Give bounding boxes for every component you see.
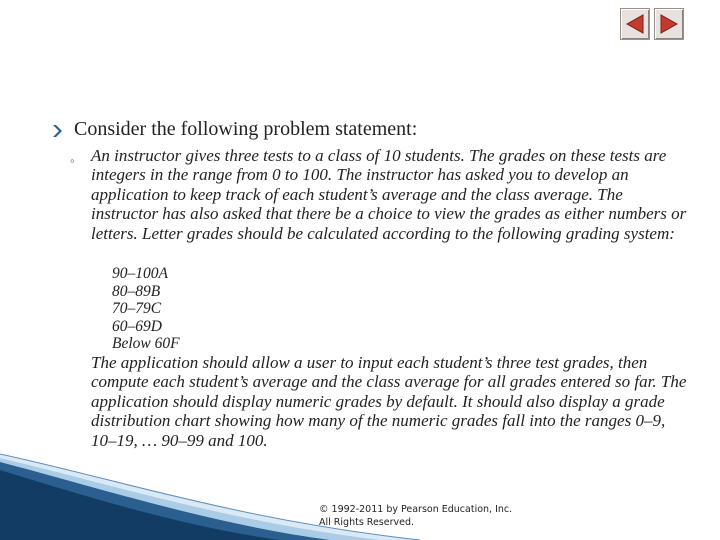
grade-item: 60–69D [112, 317, 162, 335]
copyright-line: © 1992-2011 by Pearson Education, Inc. [319, 504, 513, 515]
copyright-line: All Rights Reserved. [319, 516, 415, 528]
grade-item: 90–100A [112, 265, 168, 282]
triangle-right-icon [658, 13, 680, 35]
sub-bullet-marker: ◦ [70, 153, 75, 168]
slide-heading: Consider the following problem statement: [74, 118, 418, 140]
bullet-arrow-icon [52, 124, 64, 138]
problem-paragraph-2: The application should allow a user to input each student’s three test grades, then compute each student’s average and the class average for all grades entered so far. The application should display numeric grades by default. It should also display a grade distribution chart showing how many of the numeric grades fall into the ranges 0–9, 10–19, … 90–99 and 100. [91, 353, 687, 450]
grade-item: 70–79C [112, 300, 162, 318]
copyright-notice [319, 504, 512, 529]
previous-slide-button[interactable] [620, 8, 650, 40]
grade-item: Below 60F [112, 335, 180, 353]
triangle-left-icon [624, 13, 646, 35]
problem-paragraph-1: An instructor gives three tests to a class of 10 students. The grades on these tests are integers in the range from 0 to 100. The instructor has asked you to develop an application to keep track of each student’s average and the class average. The instructor has also asked that there be a choice to view the grades as either numbers or letters. Letter grades should be calculated according to the following grading system: [91, 146, 687, 243]
next-slide-button[interactable] [654, 8, 684, 40]
grade-item: 80–89B [112, 282, 161, 300]
grading-system-list [112, 265, 180, 353]
slide-navigation [620, 8, 684, 40]
